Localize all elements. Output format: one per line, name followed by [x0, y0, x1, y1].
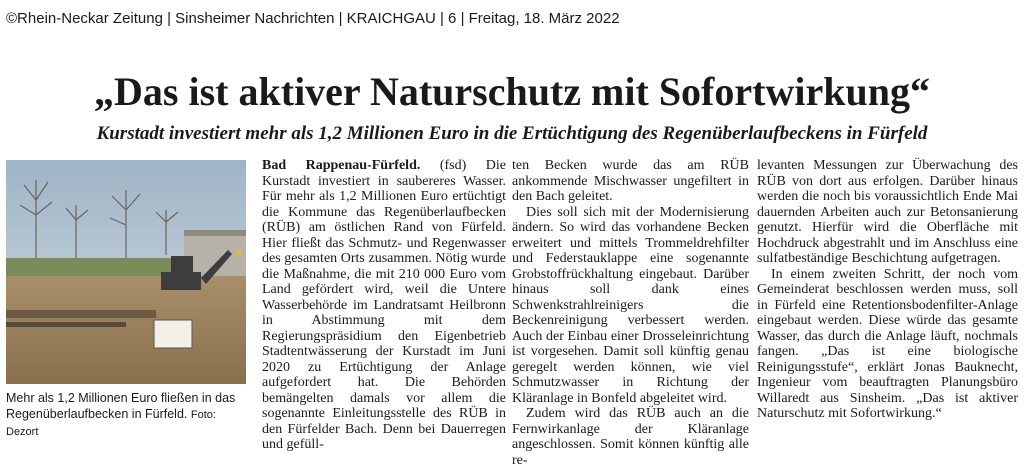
article-column-2 [512, 158, 749, 468]
column-2-paragraph-3: Zudem wird das RÜB auch an die Fernwirkanlage der Kläranlage angeschlossen. Somit können künftig alle re- [512, 406, 749, 468]
subheadline: Kurstadt investiert mehr als 1,2 Millionen Euro in die Ertüchtigung des Regenüberlaufbeckens in Fürfeld [96, 123, 928, 144]
article-column-3 [757, 158, 1018, 422]
source-line: ©Rhein-Neckar Zeitung | Sinsheimer Nachrichten | KRAICHGAU | 6 | Freitag, 18. März 2022 [6, 10, 620, 27]
caption-text: Mehr als 1,2 Millionen Euro fließen in das Regenüberlaufbecken in Fürfeld. [6, 391, 236, 421]
column-2-paragraph-2: Dies soll sich mit der Modernisierung ändern. So wird das vorhandene Becken erweitert und mittels Trommeldrehfilter und Federstauklappe eine sogenannte Grobstoffrückhaltung eingebaut. Darüber hinaus soll dank eines Schwenkstrahlreinigers die Beckenreinigung verbessert werden. Auch der Einbau einer Drosseleinrichtung ist vorgesehen. Damit soll künftig genau geregelt werden können, wie viel Schmutzwasser in Richtung der Kläranlage in Bonfeld abgeleitet wird. [512, 204, 749, 406]
photo-credit: Foto: Dezort [6, 409, 216, 438]
headline: „Das ist aktiver Naturschutz mit Sofortwirkung“ [94, 69, 930, 114]
column-1-text: (fsd) Die Kurstadt investiert in saubereres Wasser. Für mehr als 1,2 Millionen Euro ertüchtigt die Kommune das Regenüberlaufbecken (RÜB) am östlichen Rand von Fürfeld. Hier fließt das Schmutz- und Regenwasser des gesamten Orts zusammen. Nötig wurde die Maßnahme, die mit 210 000 Euro vom Land gefördert wird, weil die Untere Wasserbehörde im Landratsamt Heilbronn in Abstimmung mit dem Regierungspräsidium den Eigenbetrieb Stadtentwässerung der Kurstadt im Juni 2020 zu Ertüchtigung der Anlage aufgefordert hat. Die Behörden bemängelten damals vor allem die sogenannte Einleitungsstelle des RÜB in den Fürfelder Bach. Denn bei Dauerregen und gefüll- [262, 158, 507, 452]
column-2-paragraph-1: ten Becken wurde das am RÜB ankommende Mischwasser ungefiltert in den Bach geleitet. [512, 158, 749, 204]
article-column-1 [262, 158, 506, 453]
construction-site-image [6, 160, 246, 384]
column-3-paragraph-1: levanten Messungen zur Überwachung des RÜB von dort aus erfolgen. Darüber hinaus werden die noch bis voraussichtlich Ende Mai dauernden Arbeiten auch zur Betonsanierung genutzt. Hierfür wird die Oberfläche mit Hochdruck abgestrahlt und im Anschluss eine sulfatbeständige Beschichtung aufgetragen. [757, 158, 1018, 266]
column-3-paragraph-2: In einem zweiten Schritt, der noch vom Gemeinderat beschlossen werden muss, soll in Fürfeld eine Retentionsbodenfilter-Anlage eingebaut werden. Diese würde das gesamte Wasser, das durch die Anlage läuft, nochmals fangen. „Das ist eine biologische Reinigungsstufe“, erklärt Jonas Bauknecht, Ingenieur vom beauftragten Planungsbüro Willaredt aus Sinsheim. „Das ist aktiver Naturschutz mit Sofortwirkung.“ [757, 266, 1018, 421]
dateline: Bad Rappenau-Fürfeld. [262, 158, 421, 173]
photo-caption [6, 390, 250, 440]
article-photo [6, 160, 246, 384]
